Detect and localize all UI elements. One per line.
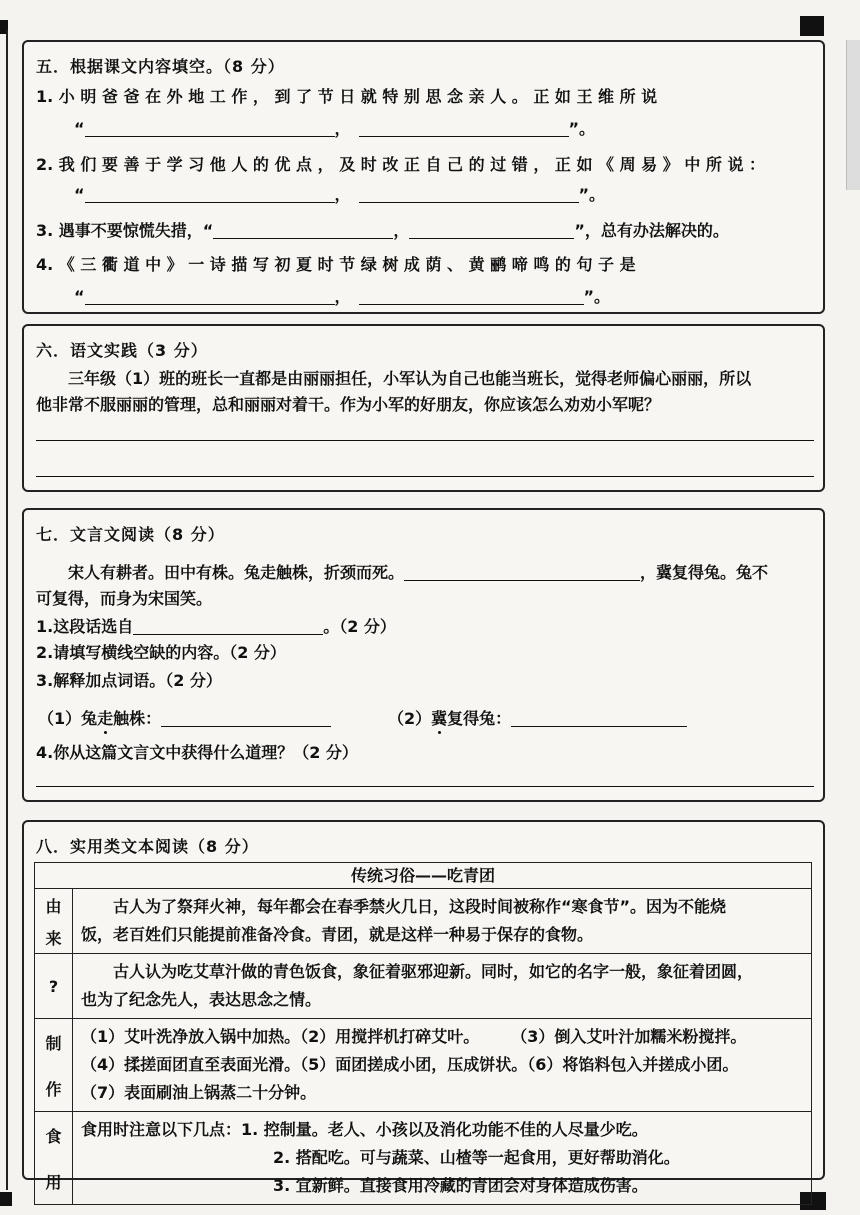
answer-line[interactable] (36, 786, 814, 787)
row-label (35, 889, 73, 953)
question-1-blanks (74, 116, 595, 139)
table-row-origin (35, 889, 811, 954)
content-line: （1）艾叶洗净放入锅中加热。（2）用搅拌机打碎艾叶。 （3）倒入艾叶汁加糯米粉搅拌。 (81, 1027, 747, 1046)
row-content (73, 889, 811, 953)
term-text: （2） (388, 709, 432, 728)
row-content (73, 1112, 811, 1204)
section-six (22, 324, 825, 492)
label-char: 由 (45, 896, 62, 916)
question-7-2: 2.请填写横线空缺的内容。（2 分） (36, 643, 286, 662)
question-7-4: 4.你从这篇文言文中获得什么道理？（2 分） (36, 743, 358, 762)
section-seven-title: 七．文言文阅读（8 分） (36, 525, 225, 544)
content-line: 也为了纪念先人，表达思念之情。 (81, 990, 322, 1009)
section-six-paragraph-2: 他非常不服丽丽的管理，总和丽丽对着干。作为小军的好朋友，你应该怎么劝劝小军呢？ (36, 395, 661, 414)
scrollbar[interactable] (846, 40, 860, 190)
question-4-blanks (74, 284, 610, 307)
passage-text: 宋人有耕者。田中有株。兔走触株，折颈而死。 (68, 563, 405, 582)
question-text: 。（2 分） (323, 617, 396, 636)
question-7-3-2 (388, 706, 687, 729)
table-row-making (35, 1019, 811, 1112)
section-five-title: 五．根据课文内容填空。（8 分） (36, 57, 285, 76)
dotted-character: 走 (97, 709, 114, 728)
label-char: ? (48, 976, 59, 996)
source-blank[interactable] (133, 619, 323, 635)
question-1-text: 1. 小 明 爸 爸 在 外 地 工 作 ， 到 了 节 日 就 特 别 思 念 亲 人 。 正 如 王 维 所 说 (36, 87, 658, 106)
blank-3b[interactable] (409, 223, 574, 239)
content-line: 3. 宜新鲜。直接食用冷藏的青团会对身体造成伤害。 (81, 1176, 648, 1195)
blank-2b[interactable] (359, 187, 579, 203)
binding-line (6, 30, 8, 1190)
corner-mark-top-right (800, 16, 824, 36)
passage-line-2: 可复得，而身为宋国笑。 (36, 589, 213, 608)
label-char: 用 (45, 1172, 62, 1192)
question-3-pre: 3. 遇事不要惊慌失措，“ (36, 221, 214, 240)
content-line: 饭，老百姓们只能提前准备冷食。青团，就是这样一种易于保存的食物。 (81, 925, 594, 944)
content-line: 古人为了祭拜火神，每年都会在春季禁火几日，这段时间被称作“寒食节”。因为不能烧 (81, 897, 727, 916)
question-7-3: 3.解释加点词语。（2 分） (36, 671, 222, 690)
open-quote: “ (74, 287, 85, 306)
content-line: （7）表面刷油上锅蒸二十分钟。 (81, 1083, 317, 1102)
question-2-text: 2. 我 们 要 善 于 学 习 他 人 的 优 点 ， 及 时 改 正 自 己 的 过 错 ， 正 如 《 周 易 》 中 所 说 ： (36, 155, 766, 174)
dotted-character: 冀 (431, 709, 448, 728)
label-char: 作 (45, 1079, 62, 1099)
section-five (22, 40, 825, 314)
comma: ， (334, 287, 351, 306)
question-7-3-1 (38, 706, 331, 729)
content-line: （4）揉搓面团直至表面光滑。（5）面团搓成小团，压成饼状。（6）将馅料包入并搓成小团。 (81, 1055, 739, 1074)
close-quote: ”。 (583, 287, 611, 306)
row-content (73, 1019, 811, 1111)
content-line: 食用时注意以下几点：1. 控制量。老人、小孩以及消化功能不佳的人尽量少吃。 (81, 1120, 648, 1139)
blank-4a[interactable] (85, 289, 335, 305)
blank-4b[interactable] (359, 289, 584, 305)
label-char: 食 (45, 1126, 62, 1146)
blank-1b[interactable] (359, 121, 569, 137)
custom-table (34, 862, 812, 1205)
row-label (35, 954, 73, 1018)
question-2-blanks (74, 182, 605, 205)
close-quote: ”。 (578, 185, 606, 204)
term-text: 复得兔： (447, 709, 512, 728)
section-six-paragraph-1: 三年级（1）班的班长一直都是由丽丽担任，小军认为自己也能当班长，觉得老师偏心丽丽，所以 (68, 369, 752, 388)
question-3-post: ”，总有办法解决的。 (574, 221, 729, 240)
open-quote: “ (74, 185, 85, 204)
term-text: （1）兔 (38, 709, 98, 728)
open-quote: “ (74, 119, 85, 138)
question-text: 1.这段话选自 (36, 617, 134, 636)
row-label (35, 1019, 73, 1111)
section-seven (22, 508, 825, 802)
label-char: 来 (45, 928, 62, 948)
section-eight (22, 820, 825, 1195)
row-label (35, 1112, 73, 1204)
section-eight-title: 八．实用类文本阅读（8 分） (36, 837, 259, 856)
question-4-text: 4. 《 三 衢 道 中 》 一 诗 描 写 初 夏 时 节 绿 树 成 荫 、 黄 鹂 啼 鸣 的 句 子 是 (36, 255, 636, 274)
content-line: 古人认为吃艾草汁做的青色饭食，象征着驱邪迎新。同时，如它的名字一般，象征着团圆， (81, 962, 754, 981)
explain-blank-1[interactable] (161, 711, 331, 727)
blank-1a[interactable] (85, 121, 335, 137)
comma: ， (334, 185, 351, 204)
passage-blank[interactable] (404, 565, 640, 581)
content-line: 2. 搭配吃。可与蔬菜、山楂等一起食用，更好帮助消化。 (81, 1148, 680, 1167)
passage-line-1 (68, 560, 768, 583)
question-7-1 (36, 614, 396, 637)
table-title: 传统习俗——吃青团 (35, 863, 811, 889)
passage-text: ，冀复得兔。兔不 (640, 563, 769, 582)
close-quote: ”。 (568, 119, 596, 138)
answer-line-1[interactable] (36, 440, 814, 441)
term-text: 触株： (113, 709, 162, 728)
comma: ， (334, 119, 351, 138)
corner-mark-bottom-left (0, 1192, 12, 1206)
row-content (73, 954, 811, 1018)
question-3 (36, 218, 729, 241)
blank-2a[interactable] (85, 187, 335, 203)
blank-3a[interactable] (213, 223, 393, 239)
answer-line-2[interactable] (36, 476, 814, 477)
table-row-eating (35, 1112, 811, 1204)
label-char: 制 (45, 1033, 62, 1053)
explain-blank-2[interactable] (511, 711, 687, 727)
section-six-title: 六．语文实践（3 分） (36, 341, 208, 360)
table-row-meaning (35, 954, 811, 1019)
comma: ， (393, 221, 410, 240)
